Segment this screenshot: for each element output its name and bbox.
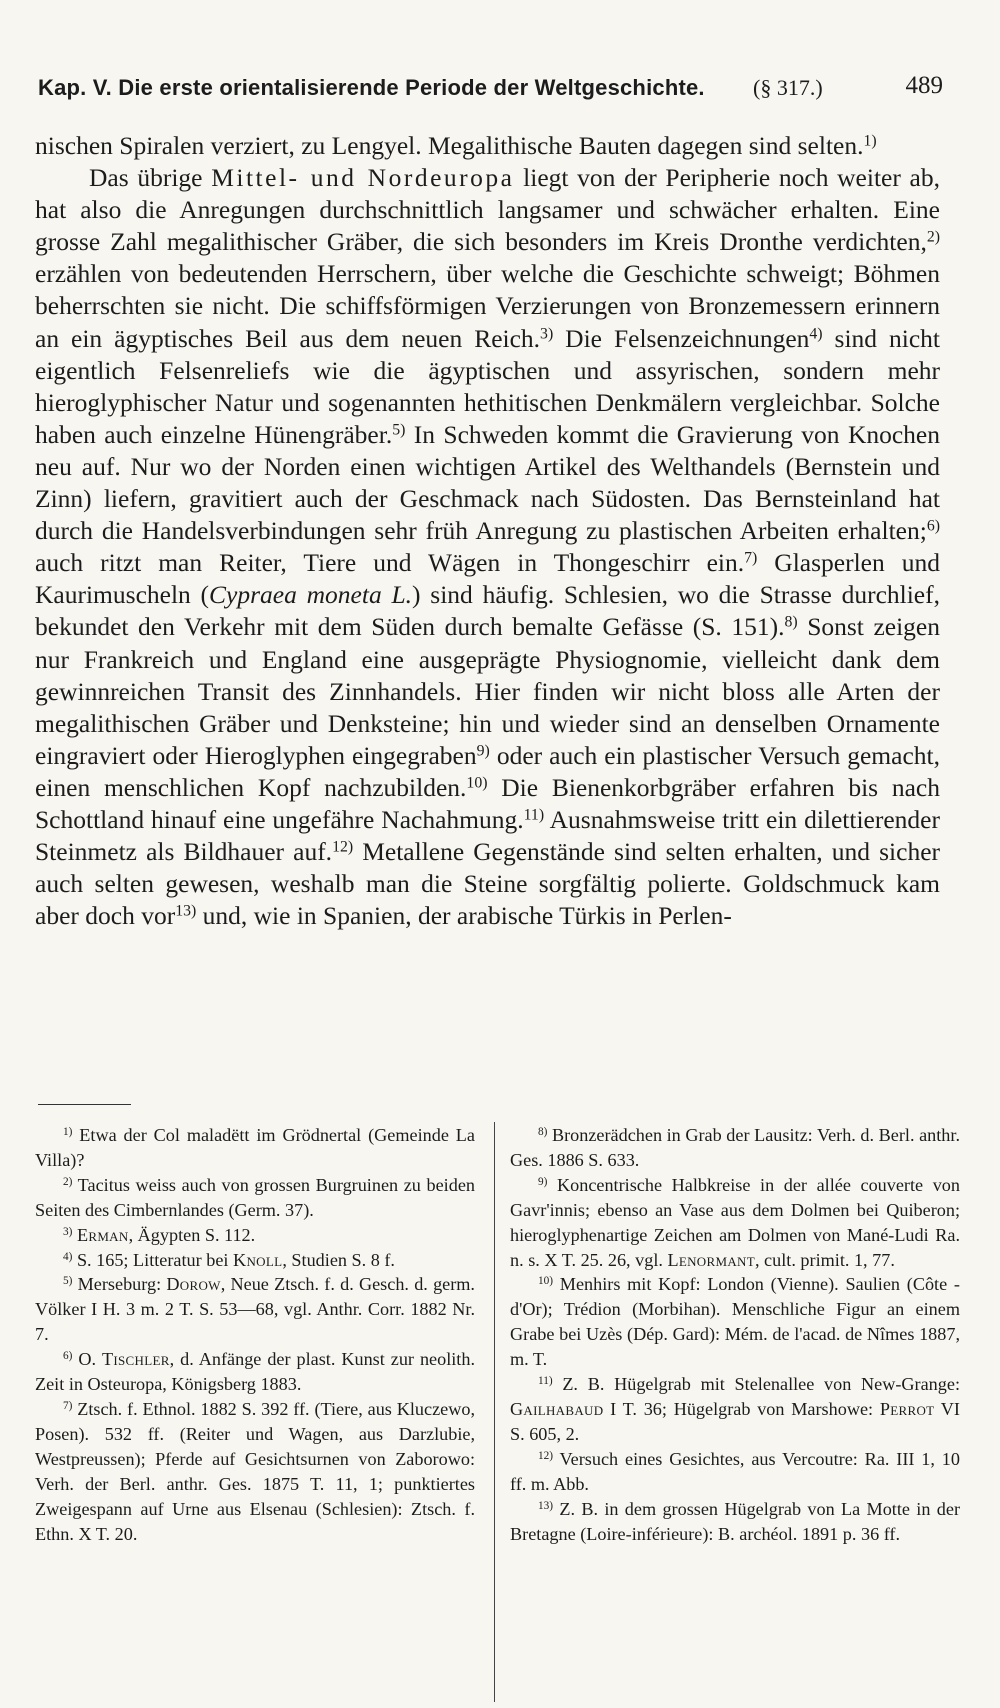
footnote-text: Menhirs mit Kopf: London (Vienne). Saulien (Côte - d'Or); Trédion (Morbihan). Menschliche Figur an einem Grabe bei Uzès (Dép. Gard): Mém. de l'acad. de Nîmes 1887, m. T. — [510, 1274, 960, 1370]
column-divider — [494, 1122, 495, 1702]
footnote-mark: 4) — [63, 1250, 73, 1263]
main-text — [35, 130, 940, 932]
footnote-ref: 6) — [926, 517, 940, 535]
text-run: Das übrige — [89, 163, 212, 193]
footnote-ref: 1) — [863, 132, 877, 150]
footnote-mark: 10) — [538, 1275, 554, 1288]
footnote-text: Koncentrische Halbkreise in der allée couverte von Gavr'innis; ebenso an Vase aus dem Dolmen bei Quiberon; hieroglyphenartige Zeichen am Dolmen von Mané-Ludi Ra. n. s. X T. 25. 26, vgl. — [510, 1174, 960, 1270]
footnote — [510, 1372, 960, 1447]
footnote-text: I T. 36; Hügelgrab von Marshowe: — [603, 1398, 880, 1419]
footnote-text: Ztsch. f. Ethnol. 1882 S. 392 ff. (Tiere, aus Kluczewo, Posen). 532 ff. (Reiter und Wagen, aus Darzlubie, Westpreussen); Pferde auf Gesichtsurnen von Zaborowo: Verh. der Berl. anthr. Ges. 1875 T. 11, 1; punktiertes Zweigespann auf Urne aus Elsenau (Schlesien): Ztsch. f. Ethn. X T. 20. — [35, 1398, 475, 1544]
footnote-ref: 3) — [540, 324, 554, 342]
author-name: Lenormant — [667, 1249, 755, 1270]
emphasis-spaced: Mittel- und Nordeuropa — [211, 163, 515, 193]
footnote — [510, 1447, 960, 1497]
footnote-text: Etwa der Col maladëtt im Grödnertal (Gemeinde La Villa)? — [35, 1125, 475, 1170]
footnote-ref: 8) — [784, 613, 798, 631]
footnote-mark: 7) — [63, 1399, 73, 1412]
text-run: Ausnahmsweise tritt ein dilettierender Steinmetz als Bildhauer auf. — [35, 804, 940, 867]
text-run: Sonst zeigen nur Frankreich und England eine ausgeprägte Physiognomie, vielleicht dank dem gewinnreichen Transit des Zinnhandels. Hier finden wir nicht bloss alle Arten der megalithischen Gräber und Denksteine; hin und wieder sind an denselben Ornamente eingraviert oder Hieroglyphen eingegraben — [35, 612, 940, 770]
footnote-mark: 6) — [63, 1349, 73, 1362]
footnote — [35, 1397, 475, 1546]
footnote-mark: 8) — [538, 1125, 548, 1138]
footnote-text: , cult. primit. 1, 77. — [754, 1249, 895, 1270]
footnote-ref: 12) — [332, 838, 354, 856]
footnote-text: , d. Anfänge der plast. Kunst zur neolith. Zeit in Osteuropa, Königsberg 1883. — [35, 1349, 475, 1395]
section-number: (§ 317.) — [753, 75, 823, 100]
footnote — [510, 1173, 960, 1273]
footnote-text: Tacitus weiss auch von grossen Burgruinen zu beiden Seiten des Cimbernlandes (Germ. 37). — [35, 1174, 475, 1220]
footnote-text: O. — [72, 1349, 102, 1370]
footnote-mark: 13) — [538, 1499, 554, 1512]
paragraph-1 — [35, 130, 940, 162]
footnote-text: VI S. 605, 2. — [510, 1398, 960, 1444]
footnote-ref: 10) — [466, 774, 488, 792]
footnote-ref: 9) — [476, 742, 490, 760]
text-run: Die Bienenkorbgräber erfahren bis nach Schottland hinauf eine ungefähre Nachahmung. — [35, 772, 940, 834]
author-name: Knoll — [233, 1249, 283, 1270]
footnote — [35, 1223, 475, 1248]
footnote-text: , Neue Ztsch. f. d. Gesch. d. germ. Völker I H. 3 m. 2 T. S. 53—68, vgl. Anthr. Corr. 1882 Nr. 7. — [35, 1274, 475, 1345]
footnote-mark: 11) — [538, 1374, 553, 1387]
footnote — [35, 1347, 475, 1397]
chapter-title: Kap. V. Die erste orientalisierende Periode der Weltgeschichte. — [38, 75, 705, 100]
text-run: auch ritzt man Reiter, Tiere und Wägen in Thongeschirr ein. — [35, 548, 745, 578]
author-name: Dorow — [166, 1274, 221, 1295]
text-run: nischen Spiralen verziert, zu Lengyel. Megalithische Bauten dagegen sind selten. — [35, 131, 864, 160]
footnote — [510, 1123, 960, 1173]
footnote — [510, 1272, 960, 1372]
text-run: Metallene Gegenstände sind selten erhalten, und sicher auch selten gewesen, weshalb man die Steine sorgfältig polierte. Goldschmuck kam aber doch vor — [35, 837, 940, 931]
text-run: sind nicht eigentlich Felsenreliefs wie die ägyptischen und assyrischen, sondern mehr hieroglyphischer Natur und sogenannten hethitischen Denkmälern vergleichbar. Solche haben auch einzelne Hünengräber. — [35, 323, 940, 449]
footnote-ref: 5) — [392, 421, 406, 439]
author-name: Erman — [76, 1224, 129, 1245]
running-header — [38, 70, 943, 110]
footnote-text: , Studien S. 8 f. — [282, 1249, 395, 1270]
footnote — [35, 1123, 475, 1173]
text-run: liegt von der Peripherie noch weiter ab, hat also die Anregungen durchschnittlich langsamer und schwächer erhalten. Eine grosse Zahl megalithischer Gräber, die sich besonders im Kreis Dronthe verdichten, — [35, 163, 940, 257]
author-name: Tischler — [101, 1349, 170, 1370]
page-number: 489 — [905, 72, 943, 99]
footnote-text: , Ägypten S. 112. — [128, 1224, 256, 1245]
footnote-separator — [38, 1104, 131, 1105]
paragraph-2 — [35, 162, 940, 932]
text-run: Die Felsenzeichnungen — [553, 323, 810, 353]
footnotes-right-column — [510, 1123, 960, 1546]
footnote-text: Versuch eines Gesichtes, aus Vercoutre: Ra. III 1, 10 ff. m. Abb. — [510, 1448, 960, 1494]
footnote-text: Merseburg: — [72, 1274, 167, 1295]
text-run: Glasperlen und Kaurimuscheln ( — [35, 548, 940, 610]
footnote-text: Z. B. Hügelgrab mit Stelenallee von New-Grange: — [552, 1374, 960, 1395]
footnote-text: Bronzerädchen in Grab der Lausitz: Verh. d. Berl. anthr. Ges. 1886 S. 633. — [510, 1125, 960, 1170]
author-name: Gailhabaud — [510, 1398, 604, 1419]
text-run: oder auch ein plastischer Versuch gemacht, einen menschlichen Kopf nachzubilden. — [35, 740, 940, 802]
text-run: ) sind häufig. Schlesien, wo die Strasse durchlief, bekundet den Verkehr mit dem Süden durch bemalte Gefässe (S. 151). — [35, 580, 940, 642]
footnote-mark: 3) — [63, 1225, 73, 1238]
footnote-text: Z. B. in dem grossen Hügelgrab von La Motte in der Bretagne (Loire-inférieure): B. archéol. 1891 p. 36 ff. — [510, 1498, 960, 1544]
footnote-ref: 11) — [523, 806, 545, 824]
footnotes-left-column — [35, 1123, 475, 1546]
footnote-text: S. 165; Litteratur bei — [72, 1249, 234, 1270]
text-run: In Schweden kommt die Gravierung von Knochen neu auf. Nur wo der Norden einen wichtigen Artikel des Welthandels (Bernstein und Zinn) liefern, gravitiert auch der Geschmack nach Südosten. Das Bernsteinland hat durch die Handelsverbindungen sehr früh Anregung zu plastischen Arbeiten erhalten; — [35, 419, 940, 546]
footnote-ref: 7) — [744, 549, 758, 567]
footnote-mark: 1) — [63, 1125, 73, 1138]
footnote-ref: 4) — [809, 324, 823, 342]
text-run: und, wie in Spanien, der arabische Türkis in Perlen- — [196, 901, 732, 931]
footnote-mark: 2) — [63, 1175, 73, 1188]
footnote-ref: 13) — [175, 902, 197, 920]
text-run: erzählen von bedeutenden Herrschern, über welche die Geschichte schweigt; Böhmen beherrschten sie nicht. Die schiffsförmigen Verzierungen von Bronzemessern erinnern an ein ägyptisches Beil aus dem neuen Reich. — [35, 259, 940, 353]
species-name: Cypraea moneta L. — [209, 580, 413, 610]
footnote — [35, 1248, 475, 1273]
footnote-mark: 12) — [538, 1449, 554, 1462]
footnote — [35, 1173, 475, 1223]
author-name: Perrot — [879, 1398, 935, 1419]
footnote — [510, 1497, 960, 1547]
footnote-mark: 5) — [63, 1275, 73, 1288]
footnote — [35, 1272, 475, 1347]
footnote-ref: 2) — [926, 228, 940, 246]
footnote-mark: 9) — [538, 1175, 548, 1188]
